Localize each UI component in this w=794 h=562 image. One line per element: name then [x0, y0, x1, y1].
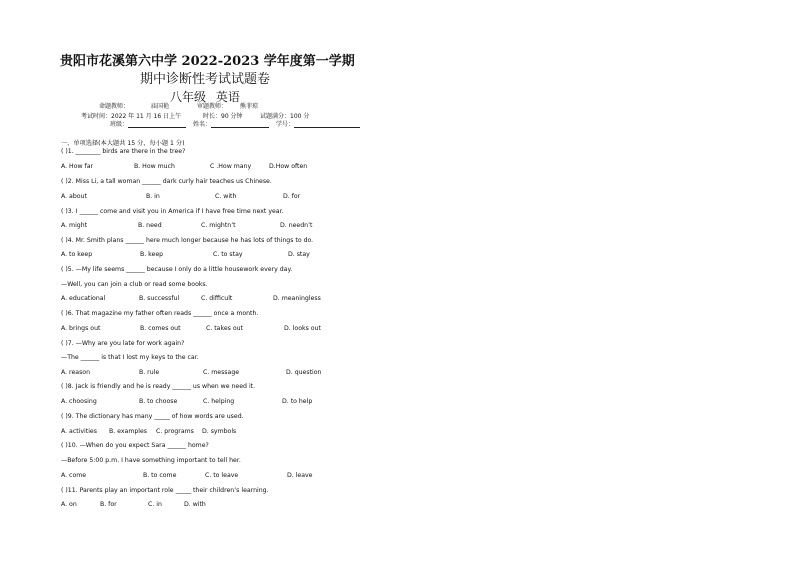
- option-d[interactable]: D. with: [184, 501, 206, 508]
- option-d[interactable]: D. to help: [282, 398, 313, 405]
- question-stem: ( )10. —When do you expect Sara ______ home?: [61, 442, 209, 449]
- option-d[interactable]: D. leave: [287, 472, 313, 479]
- option-c[interactable]: C. in: [148, 501, 162, 508]
- option-c[interactable]: C. with: [215, 193, 237, 200]
- question-stem: ( )7. —Why are you late for work again?: [61, 340, 185, 347]
- option-b[interactable]: B. to come: [143, 472, 177, 479]
- option-a[interactable]: A. might: [61, 222, 88, 229]
- option-c[interactable]: C. mightn’t: [201, 222, 236, 229]
- name-blank[interactable]: [211, 121, 269, 128]
- option-a[interactable]: A. to keep: [61, 251, 93, 258]
- option-b[interactable]: B. comes out: [140, 325, 181, 332]
- option-b[interactable]: B. need: [138, 222, 162, 229]
- question-dialogue: —The ______ is that I lost my keys to the car.: [61, 354, 199, 361]
- exam-time: 考试时间：2022 年 11 月 16 日上午: [81, 113, 182, 120]
- option-b[interactable]: B. rule: [139, 369, 160, 376]
- option-d[interactable]: D. symbols: [202, 428, 237, 435]
- option-b[interactable]: B. successful: [139, 295, 180, 302]
- option-d[interactable]: D.How often: [269, 163, 308, 170]
- option-b[interactable]: B. How much: [134, 163, 175, 170]
- question-stem: ( )1. ________ birds are there in the tree?: [61, 148, 186, 155]
- option-d[interactable]: D. for: [283, 193, 301, 200]
- question-dialogue: —Before 5:00 p.m. I have something important to tell her.: [61, 457, 241, 464]
- option-c[interactable]: C. message: [203, 369, 240, 376]
- option-a[interactable]: A. educational: [61, 295, 106, 302]
- exam-subtitle: 期中诊断性考试试题卷: [140, 72, 271, 87]
- reviewer-label: 审题教师：: [197, 103, 228, 110]
- student-id-label: 学号：: [276, 121, 295, 128]
- option-a[interactable]: A. choosing: [61, 398, 97, 405]
- name-label: 姓名：: [193, 121, 212, 128]
- option-a[interactable]: A. on: [61, 501, 77, 508]
- option-b[interactable]: B. in: [146, 193, 160, 200]
- question-stem: ( )3. I ______ come and visit you in America if I have free time next year.: [61, 208, 284, 215]
- question-dialogue: —Well, you can join a club or read some books.: [61, 281, 208, 288]
- option-c[interactable]: C. difficult: [201, 295, 233, 302]
- question-stem: ( )5. —My life seems ______ because I only do a little housework every day.: [61, 266, 293, 273]
- option-c[interactable]: C. programs: [156, 428, 194, 435]
- option-d[interactable]: D. looks out: [284, 325, 321, 332]
- option-d[interactable]: D. needn’t: [280, 222, 313, 229]
- class-field[interactable]: [110, 119, 186, 128]
- option-c[interactable]: C. to stay: [213, 251, 243, 258]
- exam-score: 试题满分：100 分: [260, 113, 310, 120]
- question-stem: ( )2. Miss Li, a tall woman ______ dark curly hair teaches us Chinese.: [61, 178, 272, 185]
- question-stem: ( )11. Parents play an important role _____ their children’s learning.: [61, 487, 269, 494]
- option-c[interactable]: C .How many: [210, 163, 252, 170]
- class-blank[interactable]: [128, 121, 186, 128]
- section-heading: 一、单项选择(本大题共 15 分，每小题 1 分): [61, 140, 185, 147]
- question-stem: ( )4. Mr. Smith plans ______ here much longer because he has lots of things to do.: [61, 237, 314, 244]
- option-a[interactable]: A. about: [61, 193, 87, 200]
- option-a[interactable]: A. How far: [61, 163, 94, 170]
- class-label: 班级：: [110, 121, 129, 128]
- exam-duration: 时长：90 分钟: [203, 113, 243, 120]
- question-stem: ( )6. That magazine my father often reads ______ once a month.: [61, 310, 259, 317]
- name-field[interactable]: [193, 119, 269, 128]
- option-a[interactable]: A. come: [61, 472, 87, 479]
- option-a[interactable]: A. activities: [61, 428, 97, 435]
- option-d[interactable]: D. question: [286, 369, 322, 376]
- question-stem: ( )8. Jack is friendly and he is ready ______ us when we need it.: [61, 383, 256, 390]
- option-a[interactable]: A. brings out: [61, 325, 101, 332]
- student-id-blank[interactable]: [294, 121, 360, 128]
- option-b[interactable]: B. to choose: [139, 398, 178, 405]
- option-a[interactable]: A. reason: [61, 369, 90, 376]
- question-stem: ( )9. The dictionary has many _____ of how words are used.: [61, 413, 244, 420]
- option-b[interactable]: B. examples: [109, 428, 148, 435]
- proposer-label: 命题教师：: [99, 103, 130, 110]
- option-b[interactable]: B. for: [100, 501, 117, 508]
- option-d[interactable]: D. meaningless: [273, 295, 321, 302]
- proposer-name: 庙国艳: [151, 103, 170, 110]
- exam-title: 贵阳市花溪第六中学 2022-2023 学年度第一学期: [60, 54, 355, 69]
- option-c[interactable]: C. takes out: [206, 325, 243, 332]
- option-b[interactable]: B. keep: [140, 251, 164, 258]
- grade-subject: 八年级 英语: [170, 90, 240, 104]
- reviewer-name: 熊菲琼: [240, 103, 259, 110]
- option-c[interactable]: C. to leave: [205, 472, 239, 479]
- student-id-field[interactable]: [276, 119, 360, 128]
- option-c[interactable]: C. helping: [203, 398, 235, 405]
- option-d[interactable]: D. stay: [288, 251, 310, 258]
